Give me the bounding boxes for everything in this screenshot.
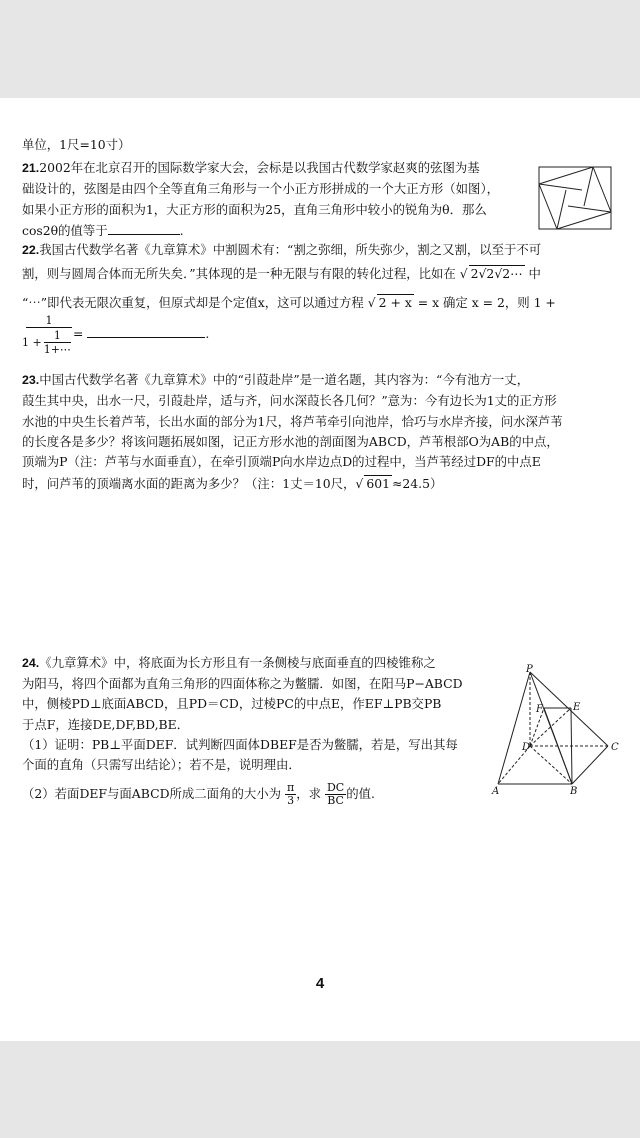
label-c: C [611,742,619,753]
q23-line6: 时，问芦苇的顶端离水面的距离为多少？（注：1丈＝10尺，√ 601 ≈24.5） [22,476,443,491]
q23-line2: 葭生其中央，出水一尺，引葭赴岸，适与齐，问水深葭长各几何？”意为：今有边长为1丈的正方形 [22,393,557,408]
radical-601: 601 [366,476,390,491]
q24-line2: 为阳马，将四个面都为直角三角形的四面体称之为鳖臑．如图，在阳马P−ABCD [22,676,463,691]
q21-number: 21. [22,161,40,175]
radical-2-plus-x: 2 + x [378,295,412,310]
page-number: 4 [315,975,325,992]
answer-blank [87,325,205,338]
q22-line4: = . [73,326,210,341]
label-b: B [570,786,578,797]
q24-number: 24. [22,656,40,670]
label-e: E [573,702,581,713]
q22-line3: “⋯”即代表无限次重复，但原式却是个定值x，这可以通过方程 √ 2 + x = x 确定 x = 2，则 1 + [22,295,556,310]
label-f: F [536,704,543,715]
answer-blank [108,222,180,235]
q24-line6: 个面的直角（只需写出结论）；若不是，说明理由． [22,757,301,772]
fraction-pi-over-3: $\frac{\pi}{3}$ [286,781,295,807]
q21-line4: cos2θ的值等于 . [22,223,184,238]
q24-line5: （1）证明：PB⊥平面DEF．试判断四面体DBEF是否为鳖臑，若是，写出其每 [22,737,458,752]
label-a: A [492,786,500,797]
pyramid-figure [490,662,625,800]
label-d: D [522,742,531,753]
q24-line7: （2）若面DEF与面ABCD所成二面角的大小为 $\frac{\pi}{3}$ ，求 $\frac{DC}{BC}$ 的值. [22,781,375,807]
document-page [0,98,640,1041]
q21-line2: 础设计的，弦图是由四个全等直角三角形与一个小正方形拼成的一个大正方形（如图）， [22,181,500,196]
q22-line2: 割，则与圆周合体而无所失矣．”其体现的是一种无限与有限的转化过程，比如在 √ 2√2√2⋯ 中 [22,266,541,281]
q22-line1: 22.我国古代数学名著《九章算术》中割圆术有：“割之弥细，所失弥少，割之又割，以至于不可 [22,242,542,257]
q21-line1: 21.2002年在北京召开的国际数学家大会，会标是以我国古代数学家赵爽的弦图为基 [22,160,480,175]
q24-line1: 24.《九章算术》中，将底面为长方形且有一条侧棱与底面垂直的四棱锥称之 [22,655,436,670]
q23-line5: 顶端为P（注：芦苇与水面垂直），在牵引顶端P向水岸边点D的过程中，当芦苇经过DF的中点E [22,454,541,469]
q22-number: 22. [22,243,40,257]
q24-line4: 于点F，连接DE,DF,BD,BE． [22,717,190,732]
q23-line3: 水池的中央生长着芦苇，长出水面的部分为1尺，将芦苇牵引向池岸，恰巧与水岸齐接，问水深芦苇 [22,414,563,429]
continued-fraction: 1 1 + $\frac{1}{1+\cdots}$ [22,314,71,356]
q23-line4: 的长度各是多少？将该问题拓展如图，记正方形水池的剖面图为ABCD，芦苇根部O为AB的中点， [22,434,559,449]
label-p: P [526,664,533,675]
nested-radical: 2√2√2⋯ [470,266,523,281]
q24-line3: 中，侧棱PD⊥底面ABCD，且PD＝CD，过棱PC的中点E，作EF⊥PB交PB [22,696,442,711]
q21-line3: 如果小正方形的面积为1，大正方形的面积为25，直角三角形中较小的锐角为θ．那么 [22,202,487,217]
q23-line1: 23.中国古代数学名著《九章算术》中的“引葭赴岸”是一道名题，其内容为：“今有池方一丈， [22,372,530,387]
string-diagram-figure [538,166,612,230]
q23-number: 23. [22,373,40,387]
fraction-dc-over-bc: $\frac{DC}{BC}$ [326,781,345,807]
intro-line: 单位，1尺=10寸） [22,137,131,152]
